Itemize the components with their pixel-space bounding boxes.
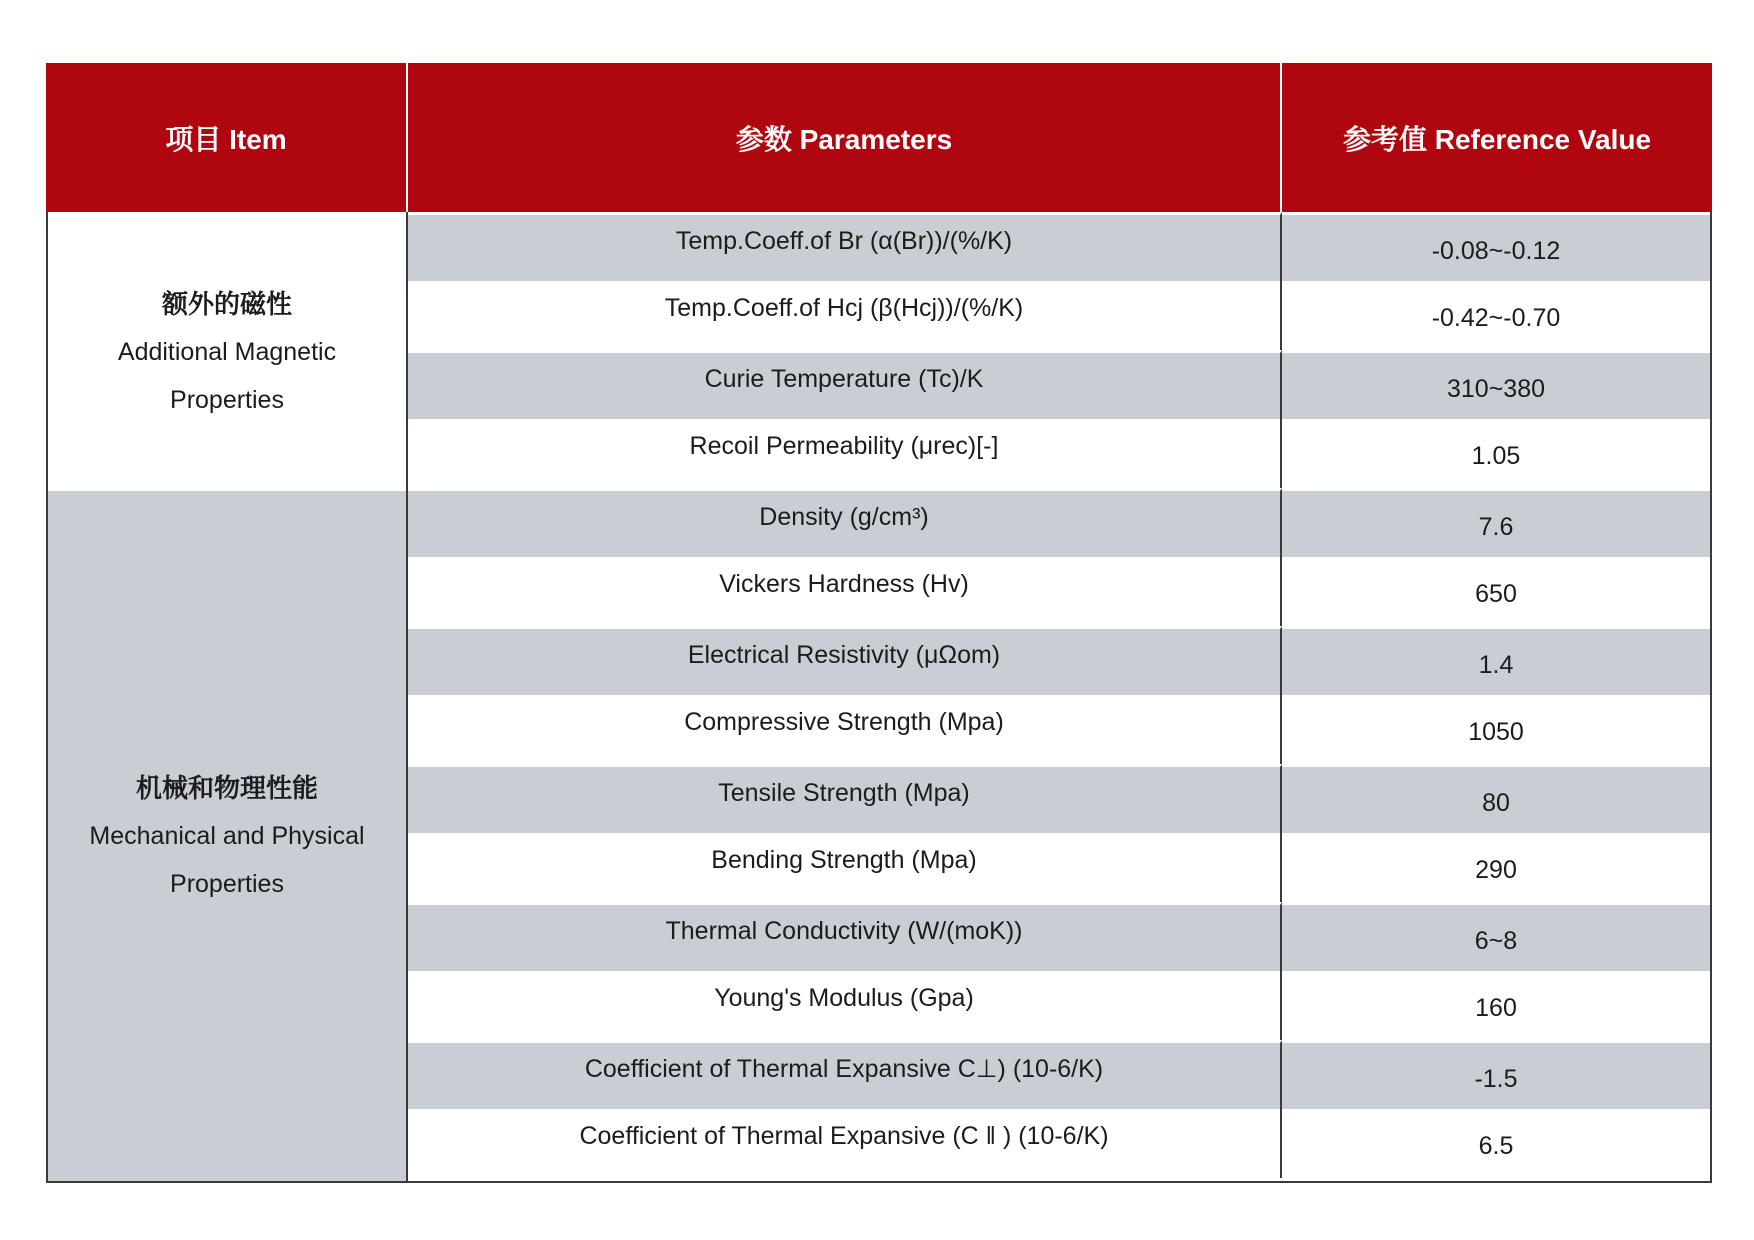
table-row [408, 281, 1710, 350]
table-row [408, 695, 1710, 764]
group-additional-magnetic [48, 212, 406, 491]
table-header [46, 63, 1712, 212]
parameter-cell: Temp.Coeff.of Br (α(Br))/(%/K) [408, 212, 1282, 281]
table-row [408, 350, 1710, 419]
parameter-cell: Recoil Permeability (μrec)[-] [408, 419, 1282, 488]
header-parameters: 参数 Parameters [408, 63, 1282, 212]
parameter-cell: Vickers Hardness (Hv) [408, 557, 1282, 626]
rows-column [408, 212, 1710, 1181]
table-row [408, 764, 1710, 833]
value-cell: -0.42~-0.70 [1431, 304, 1561, 332]
group-zh-label: 机械和物理性能 [135, 773, 318, 803]
table-row [408, 488, 1710, 557]
parameter-cell: Electrical Resistivity (μΩom) [408, 626, 1282, 695]
table-body [46, 212, 1712, 1181]
parameter-cell: Bending Strength (Mpa) [408, 833, 1282, 902]
group-en-label: Properties [170, 870, 284, 898]
value-cell: 160 [1475, 994, 1517, 1022]
group-mechanical-physical [48, 491, 406, 1181]
table-row [408, 971, 1710, 1040]
parameter-cell: Thermal Conductivity (W/(moK)) [408, 902, 1282, 971]
value-cell: 6.5 [1478, 1132, 1514, 1160]
value-cell: 1.05 [1471, 442, 1521, 470]
header-item: 项目 Item [46, 63, 408, 212]
value-cell: -0.08~-0.12 [1282, 212, 1710, 281]
table-row [408, 1040, 1710, 1109]
parameter-cell: Compressive Strength (Mpa) [408, 695, 1282, 764]
value-cell: 1050 [1468, 718, 1524, 746]
value-cell: 1.4 [1282, 626, 1710, 695]
group-en-label: Properties [170, 385, 284, 414]
table-row [408, 212, 1710, 281]
table-row [408, 626, 1710, 695]
item-column [48, 212, 408, 1181]
group-zh-label: 额外的磁性 [161, 288, 292, 319]
parameter-cell: Temp.Coeff.of Hcj (β(Hcj))/(%/K) [408, 281, 1282, 350]
value-cell: 290 [1475, 856, 1517, 884]
value-cell: 310~380 [1282, 350, 1710, 419]
parameter-cell: Young's Modulus (Gpa) [408, 971, 1282, 1040]
table-row [408, 1109, 1710, 1178]
value-cell: 650 [1475, 580, 1517, 608]
parameter-cell: Curie Temperature (Tc)/K [408, 350, 1282, 419]
parameter-cell: Coefficient of Thermal Expansive (C ǁ ) (10-6/K) [408, 1109, 1282, 1178]
value-cell: -1.5 [1282, 1040, 1710, 1109]
table-row [408, 557, 1710, 626]
parameter-cell: Tensile Strength (Mpa) [408, 764, 1282, 833]
table-row [408, 833, 1710, 902]
group-en-label: Mechanical and Physical [89, 822, 365, 850]
header-reference-value: 参考值 Reference Value [1342, 123, 1652, 155]
value-cell: 6~8 [1282, 902, 1710, 971]
table-row [408, 902, 1710, 971]
parameter-cell: Coefficient of Thermal Expansive C⊥) (10-6/K) [408, 1040, 1282, 1109]
value-cell: 80 [1282, 764, 1710, 833]
table-row [408, 419, 1710, 488]
parameter-cell: Density (g/cm³) [408, 488, 1282, 557]
value-cell: 7.6 [1282, 488, 1710, 557]
properties-table [46, 63, 1712, 1183]
group-en-label: Additional Magnetic [117, 337, 337, 366]
